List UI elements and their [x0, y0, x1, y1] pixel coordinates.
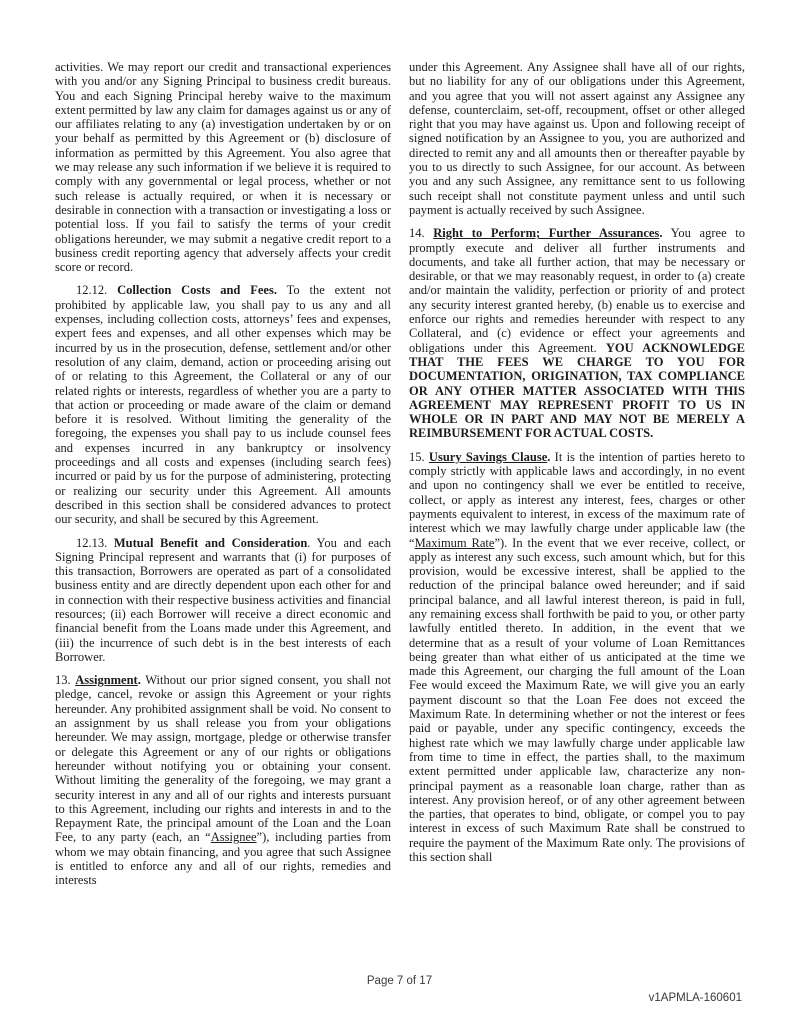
section-12-12-collection-costs-and-fees	[55, 283, 391, 526]
text-run: .	[137, 673, 141, 688]
text-run: You agree to promptly execute and deliver all further instruments and documents, and take all further action, that may be necessary or desirable, or that we may reasonably request, in order to (a) create and/or maintain the validity, perfection or priority of and protect any security interest granted hereby, (b) enable us to exercise and enforce our rights and remedies hereunder with respect to any Collateral, and (c) evidence or effect your agreements and obligations under this Agreement.	[409, 226, 745, 355]
text-columns	[55, 60, 745, 888]
text-run: ”). In the event that we ever receive, collect, or apply as interest any such excess, such amount which, but for this provision, would be excessive interest, shall be applied to the reduction of the principal balance owed hereunder; and if said principal balance, and all lawful interest thereon, is paid in full, any remaining excess shall forthwith be paid to you, or other party lawfully entitled thereto. In addition, in the event that we determine that as a result of your volume of Loan Remittances being greater than what either of us anticipated at the time we made this Agreement, our charging the full amount of the Loan Fee would exceed the Maximum Rate, we will give you an early payment discount so that the Loan Fee does not exceed the Maximum Rate. In determining whether or not the interest or fees paid or payable, under any specific contingency, exceeds the highest rate which we may lawfully charge under applicable law from time to time in effect, the parties shall, to the maximum extent permitted under applicable law, characterize any non-principal payment as a reasonable loan charge, rather than as interest. Any provision hereof, or of any other agreement between the parties, that operates to bind, obligate, or compel you to pay interest in excess of such Maximum Rate shall be construed to require the payment of the Maximum Rate only. The provisions of this section shall	[409, 535, 745, 865]
text-run: Collection Costs and Fees.	[117, 283, 277, 298]
text-run: 15.	[409, 449, 429, 464]
text-run: 14.	[409, 226, 434, 241]
text-run: Right to Perform; Further Assurances	[433, 226, 660, 241]
text-run: . You and each Signing Principal represent and warrants that (i) for purposes of this transaction, Borrowers are operated as part of a consolidated business entity and are directly dependent upon each other for and in connection with their respective business activities and financial resources; (ii) each Borrower will receive a direct economic and financial benefit from the Loans made under this Agreement, and (iii) the incurrence of such debt is in the best interests of each Borrower.	[55, 535, 391, 664]
text-run: Assignment	[75, 673, 138, 688]
text-run: 12.13.	[76, 535, 114, 550]
text-run: It is the intention of parties hereto to comply strictly with applicable laws and accordingly, in no event and upon no contingency shall we ever be entitled to receive, collect, or apply as interest any interest, fees, charges or other payments equivalent to interest, in excess of the maximum rate of interest which we may lawfully charge under applicable law (the “	[409, 449, 746, 550]
section-14-right-to-perform-further-assurances	[409, 226, 745, 440]
section-13-assignment	[55, 673, 391, 887]
text-run: To the extent not prohibited by applicable law, you shall pay to us any and all expenses, including collection costs, attorneys’ fees and expenses, expert fees and expenses, and all other expenses which may be incurred by us in the prosecution, defense, settlement and/or other resolution of any claim, demand, action or proceeding arising out of or relating to this Agreement, the Collateral or any of our related rights or interests, regardless of whether you are a party to that action or proceeding or made aware of the claim or demand before it is resolved. Without limiting the generality of the foregoing, the expenses you shall pay to us include counsel fees and expenses incurred in any bankruptcy or insolvency proceedings and all costs and expenses (including search fees) incurred or paid by us for the purpose of administering, protecting or realizing our security under this Agreement. All amounts described in this section shall be considered advances to protect our security, and shall be secured by this Agreement.	[55, 283, 392, 527]
document-version-code: v1APMLA-160601	[648, 992, 742, 1004]
text-run: ”), including parties from whom we may obtain financing, and you agree that such Assignee is entitled to enforce any and all of our rights, remedies and interests	[55, 830, 391, 888]
column-left	[55, 60, 391, 888]
text-run: 12.12.	[76, 283, 118, 298]
paragraph-credit-reporting-continuation	[55, 60, 391, 274]
text-run: 13.	[55, 673, 76, 688]
section-15-usury-savings-clause	[409, 450, 745, 865]
text-run: .	[659, 226, 663, 241]
text-run: Maximum Rate	[414, 535, 495, 550]
section-12-13-mutual-benefit-and-consideration	[55, 536, 391, 665]
text-run: under this Agreement. Any Assignee shall have all of our rights, but no liability for any of our obligations under this Agreement, and you agree that you will not assert against any Assignee any defense, counterclaim, set-off, recoupment, offset or other alleged right that you may have against us. Upon and following receipt of signed notification by an Assignee to you, you are authorized and directed to remit any and all amounts then or thereafter payable by you to us directly to such Assignee, for our account. As between you and any such Assignee, any remittance sent to us following such receipt shall not constitute payment unless and until such payment is actually received by such Assignee.	[409, 60, 745, 217]
text-run: Usury Savings Clause	[428, 449, 548, 464]
text-run: Mutual Benefit and Consideration	[113, 535, 308, 550]
text-run: .	[547, 449, 551, 464]
text-run: activities. We may report our credit and transactional experiences with you and/or any Signing Principal to business credit bureaus. You and each Signing Principal hereby waive to the maximum extent permitted by law any claim for damages against us or any of our affiliates relating to any (a) investigation undertaken by or on your behalf as permitted by this Agreement or (b) disclosure of information as permitted by this Agreement. You also agree that we may release any such information if we believe it is required to comply with any governmental or legal process, whether or not such release is actually required, or when it is necessary or desirable in connection with a transaction or investigating a loss or potential loss. If you fail to satisfy the terms of your credit obligations hereunder, we may submit a negative credit report to a business credit reporting agency that adversely affects your credit score or record.	[55, 60, 392, 275]
paragraph-assignment-continuation	[409, 60, 745, 217]
text-run: Without our prior signed consent, you shall not pledge, cancel, revoke or assign this Agreement or your rights hereunder. Any prohibited assignment shall be void. No consent to an assignment by us shall release you from your obligations hereunder. We may assign, mortgage, pledge or otherwise transfer or delegate this Agreement or any of our rights or obligations hereunder without notifying you or obtaining your consent. Without limiting the generality of the foregoing, we may grant a security interest in any and all of our rights and interests pursuant to this Agreement, including our rights and interests in and to the Repayment Rate, the principal amount of the Loan and the Loan Fee, to any party (each, an “	[55, 673, 392, 845]
text-run: Assignee	[210, 830, 257, 845]
page-number: Page 7 of 17	[366, 975, 433, 987]
column-right	[409, 60, 745, 888]
text-run: YOU ACKNOWLEDGE THAT THE FEES WE CHARGE TO YOU FOR DOCUMENTATION, ORIGINATION, TAX COMPLIANCE OR ANY OTHER MATTER ASSOCIATED WITH THIS AGREEMENT MAY REPRESENT PROFIT TO US IN WHOLE OR IN PART AND MAY NOT BE MERELY A REIMBURSEMENT FOR ACTUAL COSTS.	[409, 340, 745, 441]
